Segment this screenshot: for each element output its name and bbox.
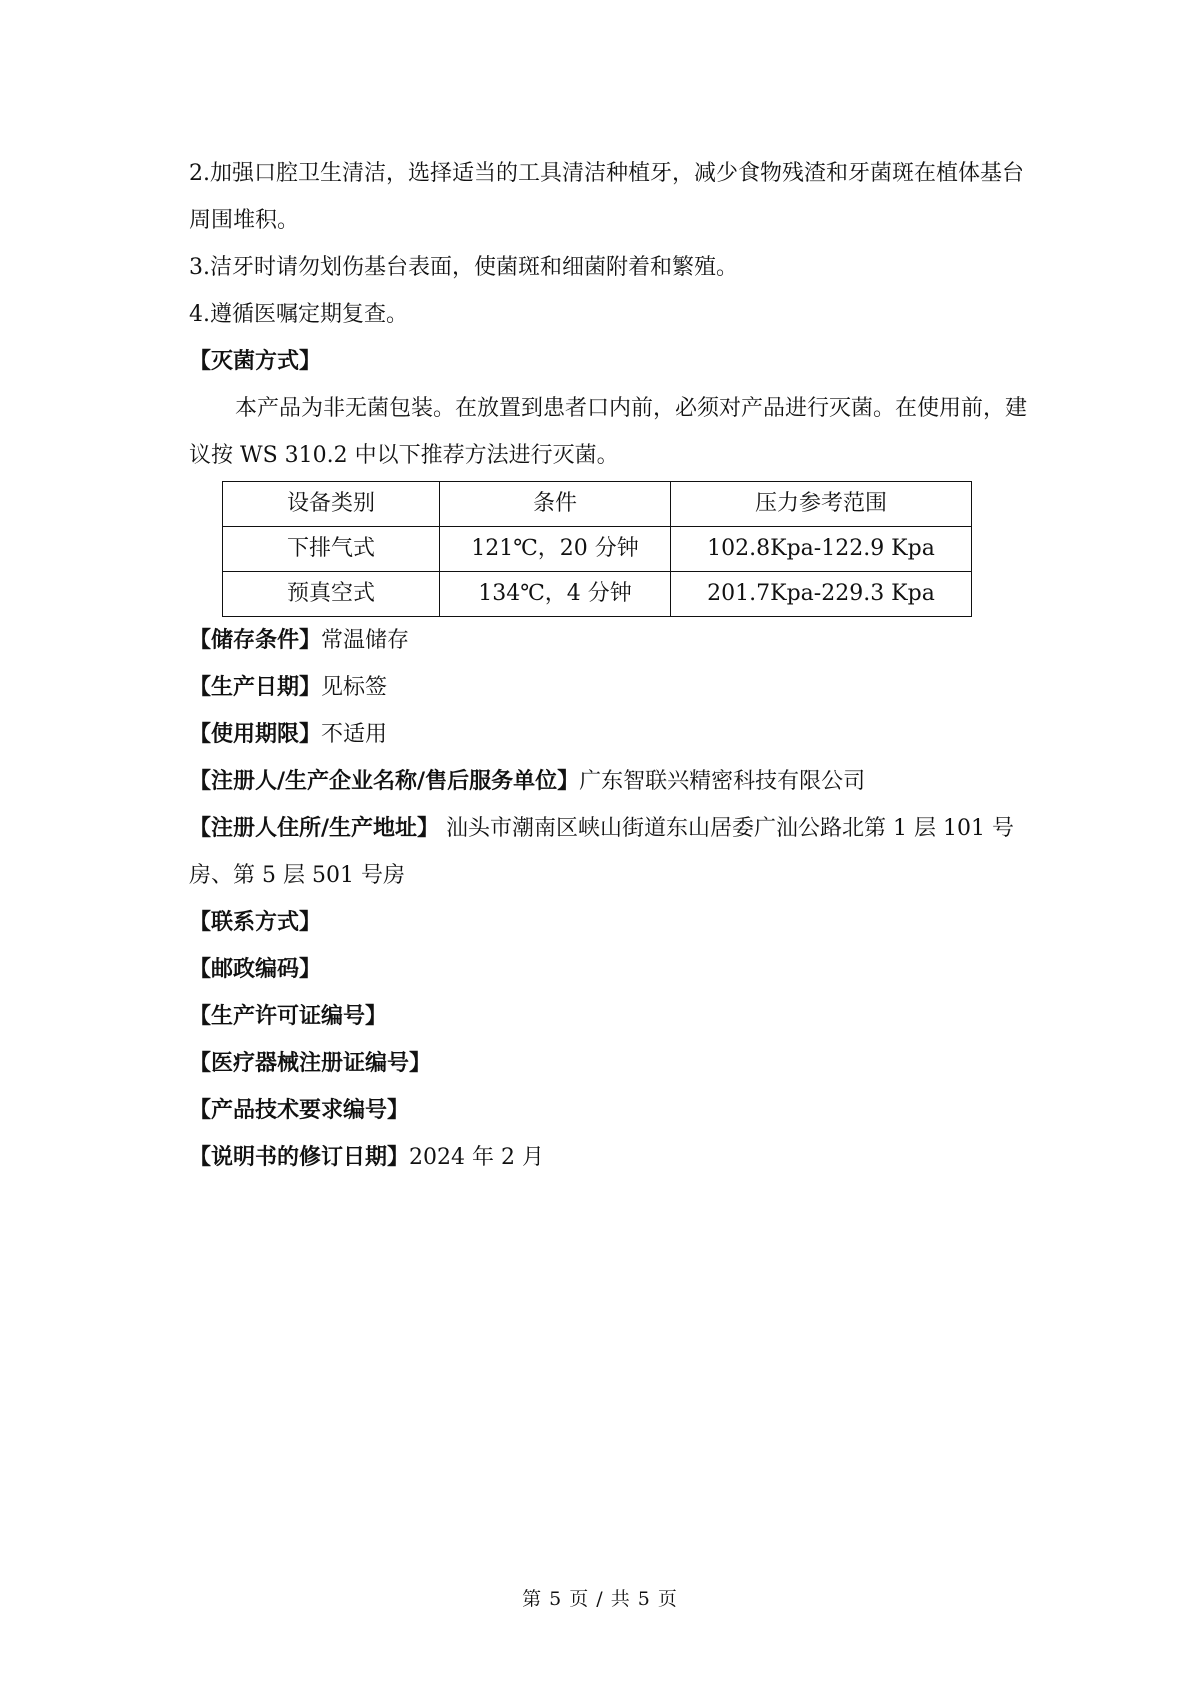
table-cell: 102.8Kpa-122.9 Kpa <box>671 527 972 572</box>
care-item-3: 3.洁牙时请勿划伤基台表面，使菌斑和细菌附着和繁殖。 <box>189 255 738 280</box>
table-cell: 121℃，20 分钟 <box>440 527 671 572</box>
table-header-cell: 设备类别 <box>223 482 440 527</box>
table-header-row <box>223 482 972 527</box>
registrant-field <box>189 758 1029 805</box>
registrant-value: 广东智联兴精密科技有限公司 <box>579 769 866 794</box>
page-number: 第 5 页 / 共 5 页 <box>522 1588 678 1610</box>
table-cell: 下排气式 <box>223 527 440 572</box>
document-body <box>189 150 1029 1181</box>
storage-field <box>189 617 1029 664</box>
tech-req-label: 【产品技术要求编号】 <box>189 1098 410 1123</box>
sterilization-table <box>222 481 972 617</box>
registration-cert-label: 【医疗器械注册证编号】 <box>189 1051 432 1076</box>
production-date-value: 见标签 <box>321 675 388 700</box>
contact-label: 【联系方式】 <box>189 910 322 935</box>
table-header-cell: 条件 <box>440 482 671 527</box>
expiry-value: 不适用 <box>321 722 388 747</box>
address-label: 【注册人住所/生产地址】 <box>189 816 440 841</box>
expiry-label: 【使用期限】 <box>189 722 322 747</box>
postcode-label: 【邮政编码】 <box>189 957 322 982</box>
table-header-cell: 压力参考范围 <box>671 482 972 527</box>
table-cell: 201.7Kpa-229.3 Kpa <box>671 572 972 617</box>
table-cell: 134℃，4 分钟 <box>440 572 671 617</box>
license-label: 【生产许可证编号】 <box>189 1004 388 1029</box>
revision-field <box>189 1134 1029 1181</box>
revision-label: 【说明书的修订日期】 <box>189 1145 410 1170</box>
care-item-2: 2.加强口腔卫生清洁，选择适当的工具清洁种植牙，减少食物残渣和牙菌斑在植体基台周围堆积。 <box>189 161 1024 233</box>
registrant-label: 【注册人/生产企业名称/售后服务单位】 <box>189 769 580 794</box>
sterilization-text: 本产品为非无菌包装。在放置到患者口内前，必须对产品进行灭菌。在使用前，建议按 WS 310.2 中以下推荐方法进行灭菌。 <box>189 396 1028 468</box>
expiry-field <box>189 711 1029 758</box>
revision-value: 2024 年 2 月 <box>409 1145 544 1170</box>
address-value: 汕头市潮南区峡山街道东山居委广汕公路北第 1 层 101 号房、第 5 层 501 号房 <box>189 816 1015 888</box>
storage-label: 【储存条件】 <box>189 628 322 653</box>
table-cell: 预真空式 <box>223 572 440 617</box>
storage-value: 常温储存 <box>321 628 410 653</box>
production-date-field <box>189 664 1029 711</box>
care-item-4: 4.遵循医嘱定期复查。 <box>189 302 408 327</box>
production-date-label: 【生产日期】 <box>189 675 322 700</box>
sterilization-heading: 【灭菌方式】 <box>189 349 322 374</box>
table-row <box>223 527 972 572</box>
table-row <box>223 572 972 617</box>
address-field <box>189 805 1029 899</box>
